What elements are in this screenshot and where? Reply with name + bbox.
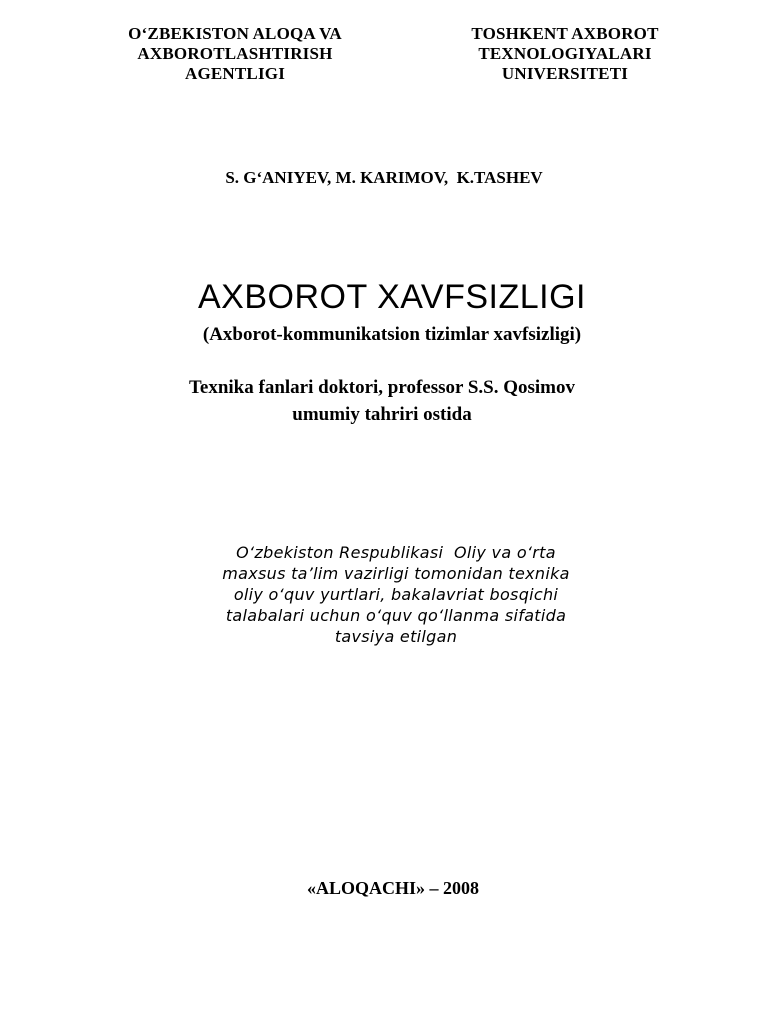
- approval-line: maxsus ta’lim vazirligi tomonidan texnika: [222, 564, 570, 583]
- publisher-imprint: «ALOQACHI» – 2008: [306, 878, 479, 898]
- approval-line: oliy o‘quv yurtlari, bakalavriat bosqichi: [233, 585, 559, 604]
- editor-credit: [0, 374, 764, 428]
- editor-line: Texnika fanlari doktori, professor S.S. Qosimov: [188, 377, 576, 398]
- authors-line: S. G‘ANIYEV, M. KARIMOV, K.TASHEV: [225, 168, 543, 187]
- approval-line: tavsiya etilgan: [334, 627, 458, 646]
- approval-statement: [0, 542, 768, 647]
- left-org-line: AGENTLIGI: [184, 64, 286, 83]
- right-org-line: TEXNOLOGIYALARI: [478, 44, 652, 63]
- book-title: AXBOROT XAVFSIZLIGI: [198, 278, 586, 316]
- right-org-line: TOSHKENT AXBOROT: [471, 24, 659, 43]
- approval-line: talabalari uchun o‘quv qo‘llanma sifatida: [225, 606, 567, 625]
- left-organization-block: [70, 24, 400, 84]
- left-org-line: O‘ZBEKISTON ALOQA VA: [128, 24, 342, 43]
- right-org-line: UNIVERSITETI: [501, 64, 629, 83]
- editor-line: umumiy tahriri ostida: [292, 404, 472, 425]
- right-organization-block: [420, 24, 710, 84]
- book-subtitle: (Axborot-kommunikatsion tizimlar xavfsizligi): [202, 324, 582, 345]
- left-org-line: AXBOROTLASHTIRISH: [137, 44, 333, 63]
- approval-line: O‘zbekiston Respublikasi Oliy va o‘rta: [236, 543, 556, 562]
